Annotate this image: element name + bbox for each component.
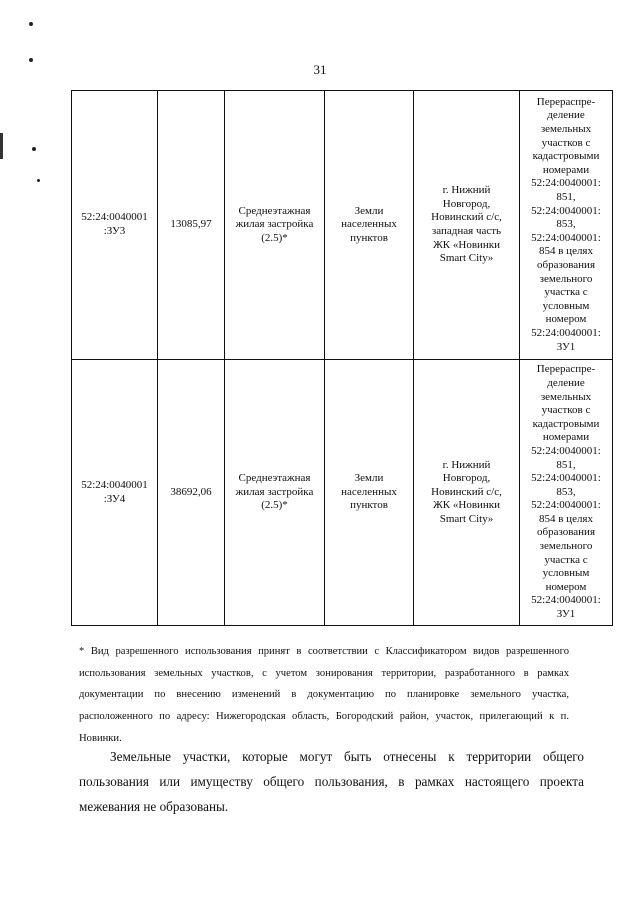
footnote: * Вид разрешенного использования принят в соответствии с Классификатором видов разрешенного использования земельных участков, с учетом зонирования территории, разработанного в рамках документации по внесению изменений в документацию по планировке земельного участка, расположенного по адресу: Нижегородская область, Богородский район, участок, прилегающий к п. Новинки. (79, 646, 569, 744)
cell-area: 13085,97 (158, 91, 225, 360)
cell-formation-method: Перераспре- деление земельных участков с кадастровыми номерами 52:24:0040001: 851, 52:24:0040001: 853, 52:24:0040001: 854 в целях образования земельного участка с условным номером 52:24:0040001: ЗУ1 (520, 91, 613, 360)
cell-land-category: Земли населенных пунктов (325, 360, 414, 626)
scan-edge-mark (0, 133, 3, 159)
scan-dot (32, 147, 36, 151)
scan-dot (29, 22, 33, 26)
body-paragraph (79, 744, 584, 819)
cell-use-type: Среднеэтажная жилая застройка (2.5)* (225, 360, 325, 626)
cell-cadastral-number: 52:24:0040001 :ЗУ3 (72, 91, 158, 360)
cell-address: г. Нижний Новгород, Новинский с/с, западная часть ЖК «Новинки Smart City» (414, 91, 520, 360)
table-row (72, 91, 613, 360)
cell-address: г. Нижний Новгород, Новинский с/с, ЖК «Новинки Smart City» (414, 360, 520, 626)
cell-use-type: Среднеэтажная жилая застройка (2.5)* (225, 91, 325, 360)
cell-area: 38692,06 (158, 360, 225, 626)
cell-cadastral-number: 52:24:0040001 :ЗУ4 (72, 360, 158, 626)
cell-formation-method: Перераспре- деление земельных участков с кадастровыми номерами 52:24:0040001: 851, 52:24:0040001: 853, 52:24:0040001: 854 в целях образования земельного участка с условным номером 52:24:0040001: ЗУ1 (520, 360, 613, 626)
cell-land-category: Земли населенных пунктов (325, 91, 414, 360)
scan-dot (37, 179, 40, 182)
land-plots-table (71, 90, 613, 626)
table-row (72, 360, 613, 626)
page-number: 31 (313, 62, 327, 77)
body-paragraph-text: Земельные участки, которые могут быть отнесены к территории общего пользования или имуществу общего пользования, в рамках настоящего проекта межевания не образованы. (79, 749, 584, 814)
